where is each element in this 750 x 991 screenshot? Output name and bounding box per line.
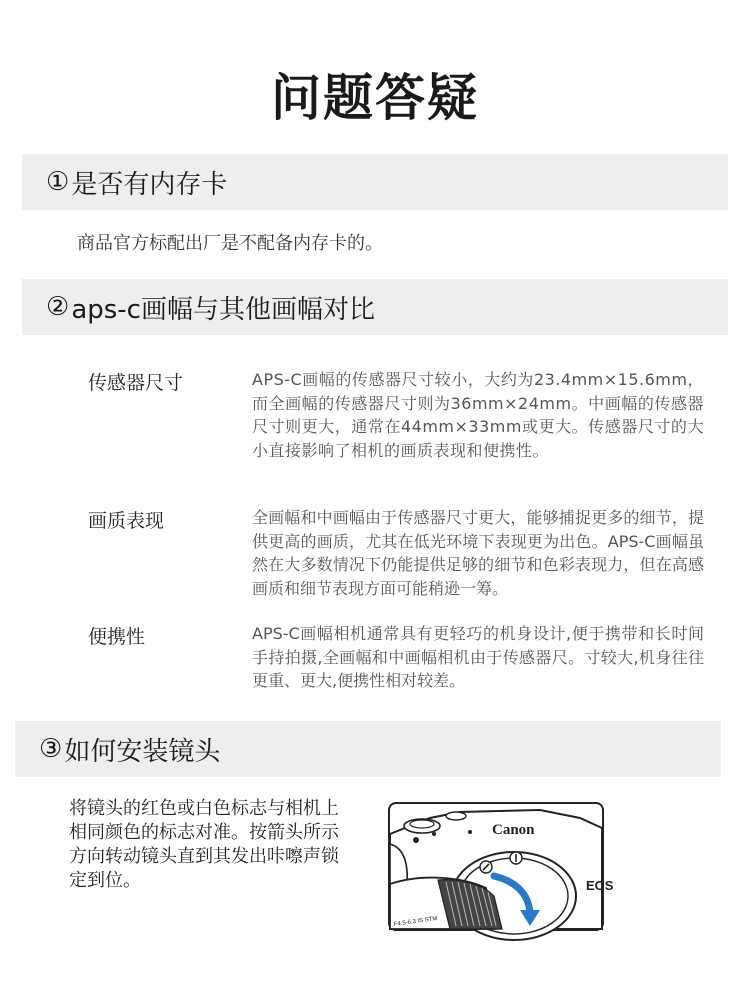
section-header-memory-card: [22, 154, 728, 210]
section-header-lens-install: [15, 721, 721, 777]
section-number: ②: [46, 292, 70, 322]
camera-model-label: EOS: [586, 878, 614, 893]
comparison-description: 全画幅和中画幅由于传感器尺寸更大，能够捕捉更多的细节，提供更高的画质，尤其在低光环境下表现更为出色。APS-C画幅虽然在大多数情况下仍能提供足够的细节和色彩表现力，但在高感画质和细节表现方面可能稍逊一筹。: [252, 508, 704, 598]
section-number: ③: [39, 734, 63, 764]
comparison-label: 传感器尺寸: [88, 372, 184, 394]
section-title: aps-c画幅与其他画幅对比: [71, 294, 375, 325]
lens-install-instructions: 将镜头的红色或白色标志与相机上相同颜色的标志对准。按箭头所示方向转动镜头直到其发出咔嚓声锁定到位。: [69, 798, 339, 891]
memory-card-answer: 商品官方标配出厂是不配备内存卡的。: [77, 233, 383, 254]
comparison-description: APS-C画幅相机通常具有更轻巧的机身设计,便于携带和长时间手持拍摄,全画幅和中画幅相机由于传感器尺。寸较大,机身往往更重、更大,便携性相对较差。: [252, 624, 704, 690]
section-number: ①: [46, 167, 70, 197]
comparison-label: 画质表现: [88, 510, 165, 532]
section-title: 如何安装镜头: [64, 736, 221, 767]
section-header-format-comparison: [22, 279, 728, 335]
lens-marking-label: F4.5-6.3 IS STM: [393, 915, 438, 928]
page-title: 问题答疑: [271, 69, 479, 127]
comparison-label: 便携性: [88, 626, 146, 648]
comparison-description: APS-C画幅的传感器尺寸较小，大约为23.4mm×15.6mm，而全画幅的传感器尺寸则为36mm×24mm。中画幅的传感器尺寸则更大，通常在44mm×33mm或更大。传感器尺寸的大小直接影响了相机的画质表现和便携性。: [252, 370, 704, 460]
section-title: 是否有内存卡: [71, 169, 228, 200]
lens-mount-illustration: [388, 802, 614, 931]
camera-lens-mount-drawing: [390, 804, 614, 929]
camera-brand-label: Canon: [492, 822, 535, 838]
